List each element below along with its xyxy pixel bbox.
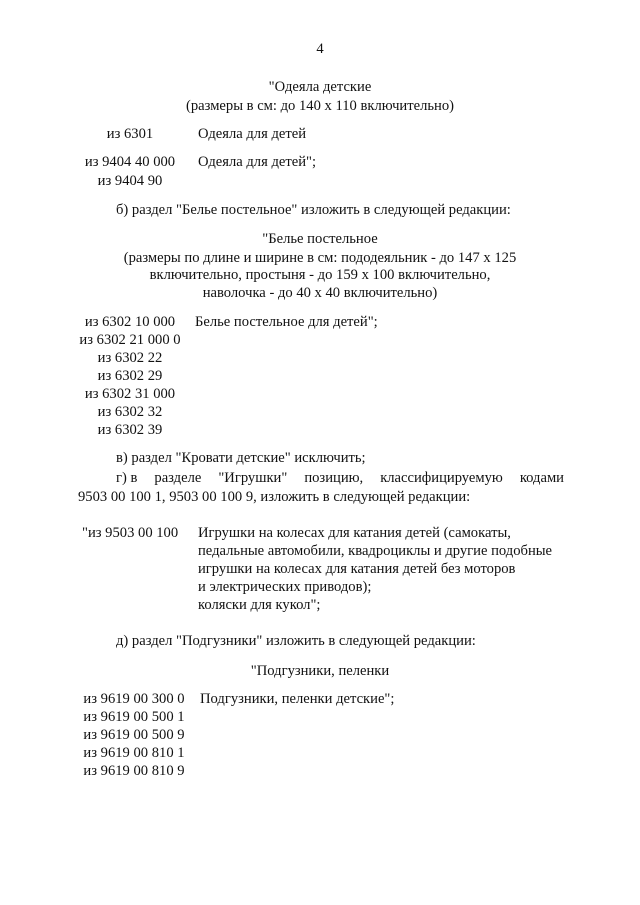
paragraph-g-word: кодами [519, 470, 564, 486]
toys-description-line: педальные автомобили, квадроциклы и другие подобные [198, 543, 553, 559]
blanket-description: Одеяла для детей [198, 126, 307, 142]
blanket-section-title: "Одеяла детские [268, 79, 372, 95]
diapers-section-title: "Подгузники, пеленки [250, 663, 390, 679]
blanket-description: Одеяла для детей"; [198, 154, 317, 170]
paragraph-g-word: "Игрушки" [218, 470, 288, 486]
paragraph-v: в) раздел "Кровати детские" исключить; [116, 450, 366, 466]
bedding-code: из 6302 39 [97, 422, 163, 438]
blanket-section-subtitle: (размеры в см: до 140 х 110 включительно) [186, 98, 454, 114]
toys-code: "из 9503 00 100 [82, 525, 179, 541]
blanket-code: из 9404 90 [97, 173, 163, 189]
bedding-description: Белье постельное для детей"; [195, 314, 378, 330]
paragraph-b: б) раздел "Белье постельное" изложить в следующей редакции: [116, 202, 511, 218]
diapers-code: из 9619 00 300 0 [83, 691, 185, 707]
bedding-code: из 6302 22 [97, 350, 163, 366]
toys-description-line: игрушки на колесах для катания детей без моторов [198, 561, 516, 577]
bedding-code: из 6302 10 000 [84, 314, 176, 330]
paragraph-g-word: позицию, [304, 470, 364, 486]
bedding-code: из 6302 32 [97, 404, 163, 420]
paragraph-g-word: разделе [154, 470, 202, 486]
paragraph-d: д) раздел "Подгузники" изложить в следующей редакции: [116, 633, 476, 649]
paragraph-g-word: г) в [116, 470, 138, 486]
diapers-code: из 9619 00 810 9 [83, 763, 185, 779]
page-number: 4 [316, 41, 324, 57]
bedding-section-title: "Белье постельное [262, 231, 378, 247]
paragraph-g-word: классифицируемую [380, 470, 503, 486]
paragraph-g-line2: 9503 00 100 1, 9503 00 100 9, изложить в следующей редакции: [78, 489, 471, 505]
blanket-code: из 9404 40 000 [84, 154, 176, 170]
paragraph-g-line1 [78, 469, 564, 488]
bedding-code: из 6302 29 [97, 368, 163, 384]
blanket-code: из 6301 [106, 126, 154, 142]
bedding-code: из 6302 21 000 0 [79, 332, 181, 348]
bedding-code: из 6302 31 000 [84, 386, 176, 402]
diapers-code: из 9619 00 500 1 [83, 709, 185, 725]
bedding-section-subtitle: наволочка - до 40 х 40 включительно) [202, 285, 438, 301]
bedding-section-subtitle: включительно, простыня - до 159 х 100 включительно, [149, 267, 491, 283]
diapers-description: Подгузники, пеленки детские"; [200, 691, 395, 707]
diapers-code: из 9619 00 810 1 [83, 745, 185, 761]
toys-description-line: и электрических приводов); [198, 579, 372, 595]
toys-description-line: Игрушки на колесах для катания детей (самокаты, [198, 525, 511, 541]
toys-description-line: коляски для кукол"; [198, 597, 321, 613]
diapers-code: из 9619 00 500 9 [83, 727, 185, 743]
bedding-section-subtitle: (размеры по длине и ширине в см: пододеяльник - до 147 х 125 [123, 250, 517, 266]
